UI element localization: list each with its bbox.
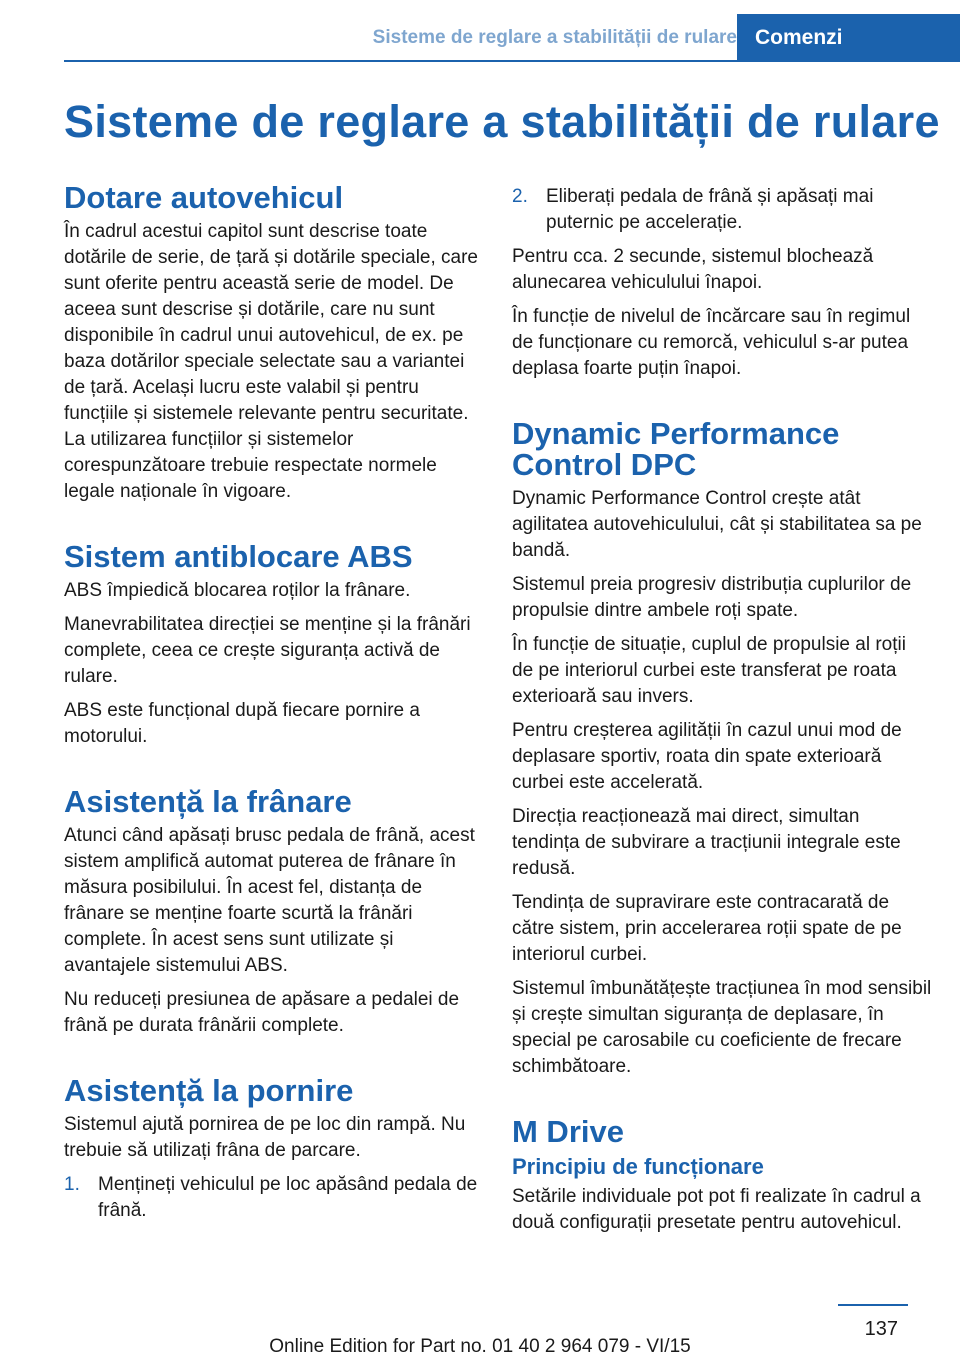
paragraph: ABS este funcțional după fiecare pornire a motorului. — [64, 700, 420, 747]
chapter-tab: Comenzi — [737, 14, 960, 62]
page-number: 137 — [864, 1318, 898, 1340]
header-divider — [64, 60, 960, 62]
paragraph: În funcție de situație, cuplul de propulsie al roții de pe interiorul curbei este transferat pe roata exterioară sau invers. — [512, 634, 906, 707]
section-heading: Dynamic Performance Control DPC — [512, 416, 840, 482]
section-heading: M Drive — [512, 1114, 624, 1149]
paragraph: În funcție de nivelul de încărcare sau în regimul de funcționare cu remorcă, vehiculul s-ar putea deplasa foarte puțin înapoi. — [512, 306, 911, 379]
paragraph: Pentru creșterea agilității în cazul unui mod de deplasare sportiv, roata din spate exterioară curbei este accelerată. — [512, 720, 902, 793]
paragraph: Nu reduceți presiunea de apăsare a pedalei de frână pe durata frânării complete. — [64, 989, 460, 1036]
step-text: Mențineți vehiculul pe loc apăsând pedala de frână. — [98, 1174, 478, 1221]
page-header — [0, 0, 960, 62]
section-dpc — [512, 418, 932, 1080]
list-item — [512, 184, 932, 236]
paragraph: Sistemul îmbunătățește tracțiunea în mod sensibil și crește simultan siguranța de deplasare, în special pe carosabile cu coeficiente de frecare schimbătoare. — [512, 978, 932, 1077]
paragraph: Sistemul ajută pornirea de pe loc din rampă. Nu trebuie să utilizați frâna de parcare. — [64, 1114, 466, 1161]
section-start-assist-continued — [512, 184, 932, 382]
paragraph: Sistemul preia progresiv distribuția cuplurilor de propulsie dintre ambele roți spate. — [512, 574, 912, 621]
step-text: Eliberați pedala de frână și apăsați mai puternic pe accelerație. — [546, 186, 874, 233]
step-number: 2. — [512, 186, 528, 207]
paragraph: Direcția reacționează mai direct, simultan tendința de subvirare a tracțiunii integrale este redusă. — [512, 806, 901, 879]
section-heading: Sistem antiblocare ABS — [64, 539, 413, 574]
running-section-title: Sisteme de reglare a stabilității de rulare — [372, 27, 737, 48]
list-item — [64, 1172, 484, 1224]
steps-list — [512, 184, 932, 236]
section-m-drive — [512, 1116, 932, 1236]
paragraph: Manevrabilitatea direcției se menține și la frânări complete, ceea ce crește siguranța activă de rulare. — [64, 614, 471, 687]
page-title: Sisteme de reglare a stabilității de rulare — [64, 96, 940, 147]
section-brake-assist — [64, 786, 484, 1039]
footer-divider — [838, 1304, 908, 1306]
section-heading: Asistență la frânare — [64, 784, 352, 819]
step-number: 1. — [64, 1174, 80, 1195]
edition-note: Online Edition for Part no. 01 40 2 964 079 - VI/15 — [269, 1336, 691, 1357]
right-column — [512, 184, 932, 1244]
section-equipment — [64, 182, 484, 505]
subsection-heading: Principiu de funcționare — [512, 1154, 764, 1179]
section-abs — [64, 541, 484, 750]
steps-list — [64, 1172, 484, 1224]
paragraph: Setările individuale pot pot fi realizate în cadrul a două configurații presetate pentru autovehicul. — [512, 1186, 921, 1233]
paragraph: Pentru cca. 2 secunde, sistemul blochează alunecarea vehiculului înapoi. — [512, 246, 874, 293]
left-column — [64, 182, 484, 1232]
paragraph: În cadrul acestui capitol sunt descrise toate dotările de serie, de țară și dotările speciale, care sunt oferite pentru această serie de model. De aceea sunt descrise și dotările, care nu sunt disponibile în cadrul unui autovehicul, de ex. pe baza dotărilor speciale selectate sau a variantei de țară. Același lucru este valabil și pentru funcțiile și sistemele relevante pentru securitate. La utilizarea funcțiilor și sistemelor corespunzătoare trebuie respectate normele legale naționale în vigoare. — [64, 221, 479, 502]
paragraph: Tendința de supravirare este contracarată de către sistem, prin accelerarea roții spate de pe interiorul curbei. — [512, 892, 902, 965]
section-heading: Asistență la pornire — [64, 1073, 354, 1108]
section-heading: Dotare autovehicul — [64, 180, 344, 215]
paragraph: Dynamic Performance Control crește atât agilitatea autovehiculului, cât și stabilitatea sa pe bandă. — [512, 488, 922, 561]
section-start-assist — [64, 1075, 484, 1224]
paragraph: ABS împiedică blocarea roților la frânare. — [64, 580, 411, 601]
paragraph: Atunci când apăsați brusc pedala de frână, acest sistem amplifică automat puterea de frânare în măsura posibilului. În acest fel, distanța de frânare se menține foarte scurtă la frânări complete. În acest sens sunt utilizate și avantajele sistemului ABS. — [64, 825, 475, 976]
